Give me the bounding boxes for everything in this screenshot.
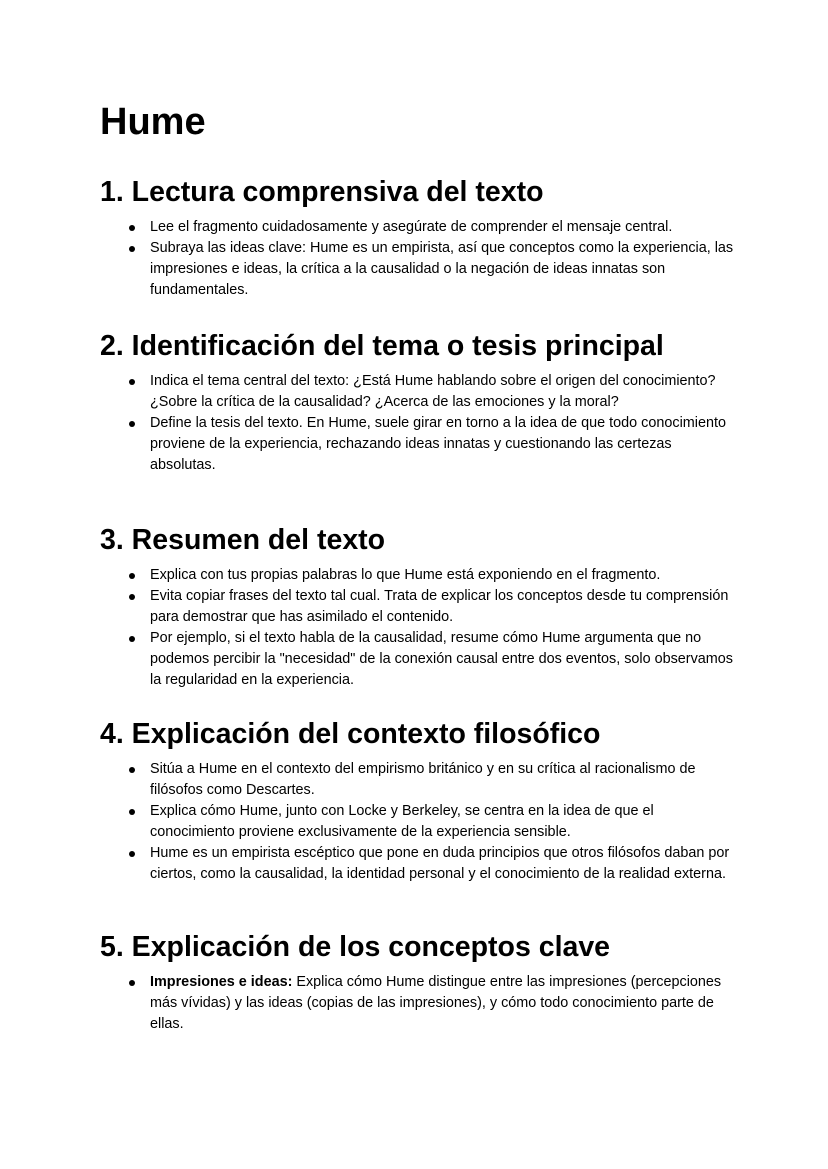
list-item: Sitúa a Hume en el contexto del empirismo británico y en su crítica al racionalismo de filósofos como Descartes. — [150, 759, 735, 801]
list-item: Hume es un empirista escéptico que pone en duda principios que otros filósofos daban por ciertos, como la causalidad, la identidad personal y el conocimiento de la realidad externa. — [150, 843, 735, 885]
bullet-list — [100, 217, 735, 301]
section-tema — [100, 329, 740, 476]
section-heading: 1. Lectura comprensiva del texto — [100, 176, 544, 208]
list-item: Explica cómo Hume, junto con Locke y Berkeley, se centra en la idea de que el conocimiento proviene exclusivamente de la experiencia sensible. — [150, 801, 735, 843]
section-resumen — [100, 523, 740, 691]
bullet-list — [100, 371, 735, 476]
section-heading: 5. Explicación de los conceptos clave — [100, 931, 611, 963]
section-heading: 3. Resumen del texto — [100, 524, 386, 556]
list-item: Evita copiar frases del texto tal cual. Trata de explicar los conceptos desde tu comprensión para demostrar que has asimilado el contenido. — [150, 586, 735, 628]
section-lectura — [100, 175, 740, 301]
document-title: Hume — [100, 101, 206, 143]
section-contexto — [100, 717, 740, 885]
list-item: Lee el fragmento cuidadosamente y asegúrate de comprender el mensaje central. — [150, 217, 735, 238]
bullet-list — [100, 759, 735, 885]
list-item: Indica el tema central del texto: ¿Está Hume hablando sobre el origen del conocimiento? ¿Sobre la crítica de la causalidad? ¿Acerca de las emociones y la moral? — [150, 371, 735, 413]
bullet-list — [100, 565, 735, 691]
bullet-list — [100, 972, 735, 1035]
list-item: Define la tesis del texto. En Hume, suele girar en torno a la idea de que todo conocimiento proviene de la experiencia, rechazando ideas innatas y cuestionando las certezas absolutas. — [150, 413, 735, 476]
list-item: Subraya las ideas clave: Hume es un empirista, así que conceptos como la experiencia, las impresiones e ideas, la crítica a la causalidad o la negación de ideas innatas son fundamentales. — [150, 238, 735, 301]
term-label: Impresiones e ideas: — [150, 974, 293, 990]
list-item: Por ejemplo, si el texto habla de la causalidad, resume cómo Hume argumenta que no podemos percibir la "necesidad" de la conexión causal entre dos eventos, solo observamos la regularidad en la experiencia. — [150, 628, 735, 691]
section-conceptos — [100, 930, 740, 1035]
term-description: Explica cómo Hume distingue entre las impresiones (percepciones más vívidas) y las ideas (copias de las impresiones), y cómo todo conocimiento parte de ellas. — [150, 974, 722, 1032]
section-heading: 2. Identificación del tema o tesis principal — [100, 330, 664, 362]
section-heading: 4. Explicación del contexto filosófico — [100, 718, 601, 750]
list-item: Explica con tus propias palabras lo que Hume está exponiendo en el fragmento. — [150, 565, 735, 586]
list-item — [150, 972, 735, 1035]
